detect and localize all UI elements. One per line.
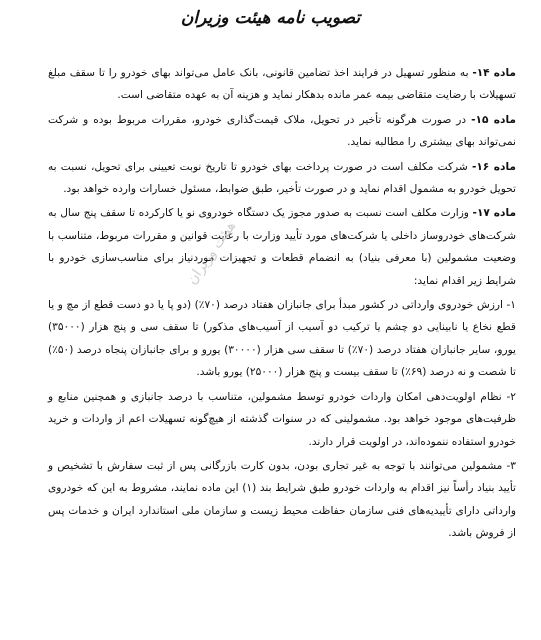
watermark-stamp: هیئت وزیران — [184, 218, 240, 288]
clause-2: ۲- نظام اولویت‌دهی امکان واردات خودرو توسط مشمولین، متناسب با درصد جانبازی و همچنین منابع و ظرفیت‌های موجود خواهد بود. مشمولینی که در سنوات گذشته از هیچ‌گونه تسهیلات اعم از واردات و خرید خودرو استفاده ننموده‌اند، در اولویت قرار دارند. — [48, 390, 516, 448]
article-15-label: ماده ۱۵- — [471, 113, 516, 126]
clause-1: ۱- ارزش خودروی وارداتی در کشور مبدأ برای جانبازان هفتاد درصد (۷۰٪) (دو پا یا دو دست قطع از مچ و یا قطع نخاع یا نابینایی دو چشم یا ترکیب دو آسیب از آسیب‌های مذکور) تا سقف سی و پنج هزار (۳۵۰۰۰) یورو، سایر جانبازان هفتاد درصد (۷۰٪) تا سقف سی هزار (۳۰۰۰۰) یورو و برای جانبازان پنجاه درصد (۵۰٪) تا شصت و نه درصد (۶۹٪) تا سقف بیست و پنج هزار (۲۵۰۰۰) یورو باشد. — [48, 299, 517, 379]
article-15 — [48, 109, 516, 154]
article-17-label: ماده ۱۷- — [472, 207, 517, 220]
page-title: تصویب نامه هیئت وزیران — [180, 8, 361, 28]
clause-3: ۳- مشمولین می‌توانند با توجه به غیر تجاری بودن، بدون کارت بازرگانی پس از ثبت سفارش با تشخیص و تأیید بنیاد رأساً نیز اقدام به واردات خودرو طبق شرایط بند (۱) این ماده نمایند، مشروط به این که خودروی وارداتی دارای تأییدیه‌های فنی سازمان حفاظت محیط زیست و سازمان ملی استاندارد ایران و خدمات پس از فروش باشد. — [48, 459, 516, 540]
article-16-text: شرکت مکلف است در صورت پرداخت بهای خودرو تا تاریخ نوبت تعیینی برای تحویل، نسبت به تحویل خودرو به مشمول اقدام نماید و در صورت تأخیر، طبق ضوابط، مسئول خسارات وارده خواهد بود. — [48, 160, 516, 196]
article-17-text: وزارت مکلف است نسبت به صدور مجوز یک دستگاه خودروی نو یا کارکرده تا سقف پنج سال به شرکت‌های خودروساز داخلی یا شرکت‌های مورد تأیید وزارت با رعایت قوانین و مقررات مربوط، متناسب با وضعیت مشمولین (با معرفی بنیاد) به انضمام قطعات و تجهیزات موردنیاز برای مناسب‌سازی خودرو با شرایط زیر اقدام نماید: — [48, 207, 516, 287]
article-14 — [48, 62, 516, 107]
article-15-text: در صورت هرگونه تأخیر در تحویل، ملاک قیمت‌گذاری خودرو، مقررات مربوط بوده و شرکت نمی‌تواند بهای بیشتری را مطالبه نماید. — [48, 113, 516, 149]
decree-body — [48, 62, 516, 547]
article-17 — [48, 202, 516, 292]
article-16-label: ماده ۱۶- — [471, 160, 516, 173]
article-14-label: ماده ۱۴- — [472, 67, 516, 79]
article-16 — [48, 156, 516, 201]
article-14-text: به منظور تسهیل در فرایند اخذ تضامین قانونی، بانک عامل می‌تواند بهای خودرو را تا سقف مبلغ تسهیلات با رضایت متقاضی بیمه عمر مانده بدهکار نماید و هزینه آن به عهده متقاضی است. — [48, 67, 516, 102]
